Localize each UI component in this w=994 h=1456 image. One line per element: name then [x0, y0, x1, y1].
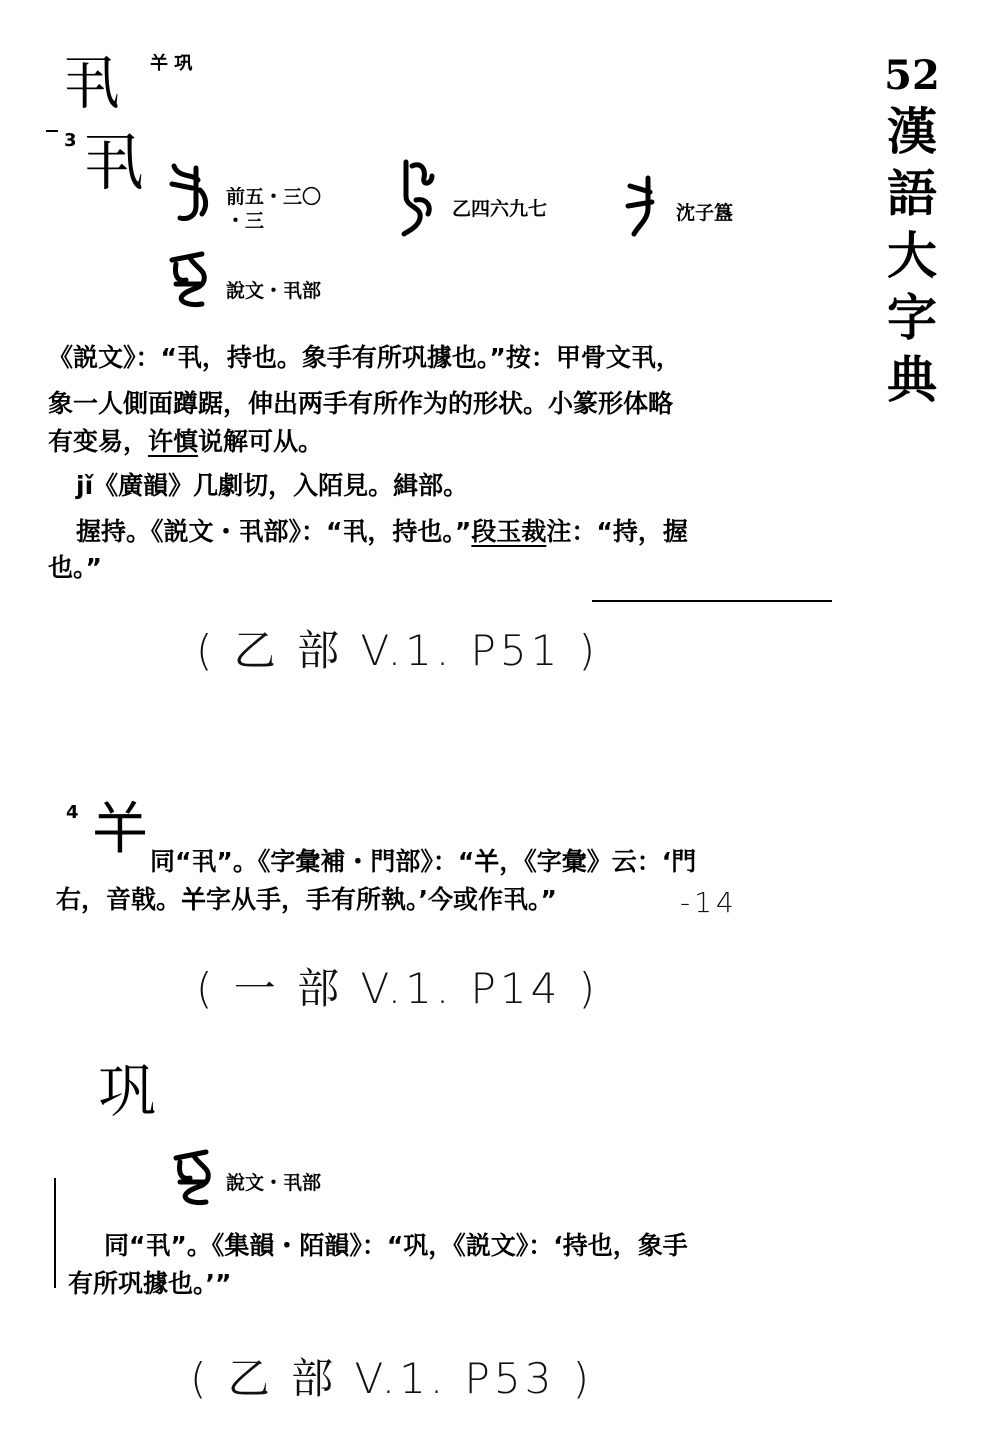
separator-line [592, 600, 832, 602]
entry1-definition-line-2: 也。” [48, 553, 102, 582]
margin-bar [54, 1178, 56, 1288]
entry1-head-char-large: 丮 [82, 126, 145, 199]
entry2-head-char: 𢆉 [92, 797, 148, 862]
entry1-para-line: 《説文》：“丮，持也。象手有所巩據也。”按：甲骨文丮， [48, 343, 681, 372]
title-char: 大 [887, 226, 937, 285]
oracle-glyph-icon [166, 160, 212, 226]
handwritten-note: ( 一 部 V.1. P14 ) [196, 964, 600, 1013]
dictionary-title [872, 52, 952, 411]
definition-text: 注：“持，握 [546, 517, 688, 546]
title-char: 典 [887, 350, 937, 409]
entry2-line: 右，音戟。𢆉字从手，手有所執。’今或作丮。” [56, 885, 557, 914]
page-number: 52 [884, 52, 940, 99]
entry2-line: 同“丮”。《字彙補・門部》：“𢆉，《字彙》云：‘門 [150, 847, 697, 876]
oracle-glyph-icon [396, 156, 438, 240]
entry1-pronunciation: jǐ《廣韻》几劇切，入陌見。緝部。 [76, 471, 469, 500]
name-xu-shen: 许慎 [148, 427, 199, 456]
definition-text: 握持。《説文・丮部》：“丮，持也。” [76, 517, 472, 546]
title-char: 字 [887, 288, 937, 347]
seal-ref: 說文・丮部 [226, 1172, 322, 1194]
title-char: 漢 [887, 102, 937, 161]
handwritten-note: ( 乙 部 V.1. P53 ) [190, 1354, 594, 1403]
entry1-para-line: 象一人側面蹲踞，伸出两手有所作为的形状。小篆形体略 [48, 389, 674, 418]
entry3-line: 同“丮”。《集韻・陌韻》：“巩，《説文》：‘持也，象手 [104, 1231, 688, 1260]
oracle-ref: 沈子簋 [676, 202, 734, 224]
entry1-para-tail: 说解可从。 [198, 427, 324, 456]
entry1-para-line-3 [48, 426, 323, 457]
oracle-ref: 乙四六九七 [452, 198, 548, 220]
entry1-head-char: 丮 [62, 49, 121, 117]
seal-ref: 說文・丮部 [226, 280, 322, 302]
oracle-glyph-icon [624, 172, 660, 238]
entry3-head-char: 巩 [98, 1057, 157, 1125]
seal-script-glyph-icon [166, 246, 212, 310]
entry1-variants: 𢆉 巩 [150, 53, 193, 74]
entry1-para-text: 有变易， [48, 427, 149, 456]
oracle-ref: ・三 [226, 210, 265, 232]
title-char: 語 [887, 164, 937, 223]
margin-mark [46, 130, 58, 132]
entry1-definition-line-1 [76, 516, 688, 547]
handwritten-note: ( 乙 部 V.1. P51 ) [196, 626, 600, 675]
entry3-line: 有所巩據也。’” [68, 1269, 232, 1298]
oracle-ref: 前五・三〇 [226, 186, 322, 208]
entry2-number: 4 [66, 802, 79, 823]
name-duan-yucai: 段玉裁 [471, 517, 547, 546]
margin-note: -14 [680, 886, 738, 919]
seal-script-glyph-icon [170, 1144, 216, 1208]
entry1-number: 3 [64, 130, 77, 151]
